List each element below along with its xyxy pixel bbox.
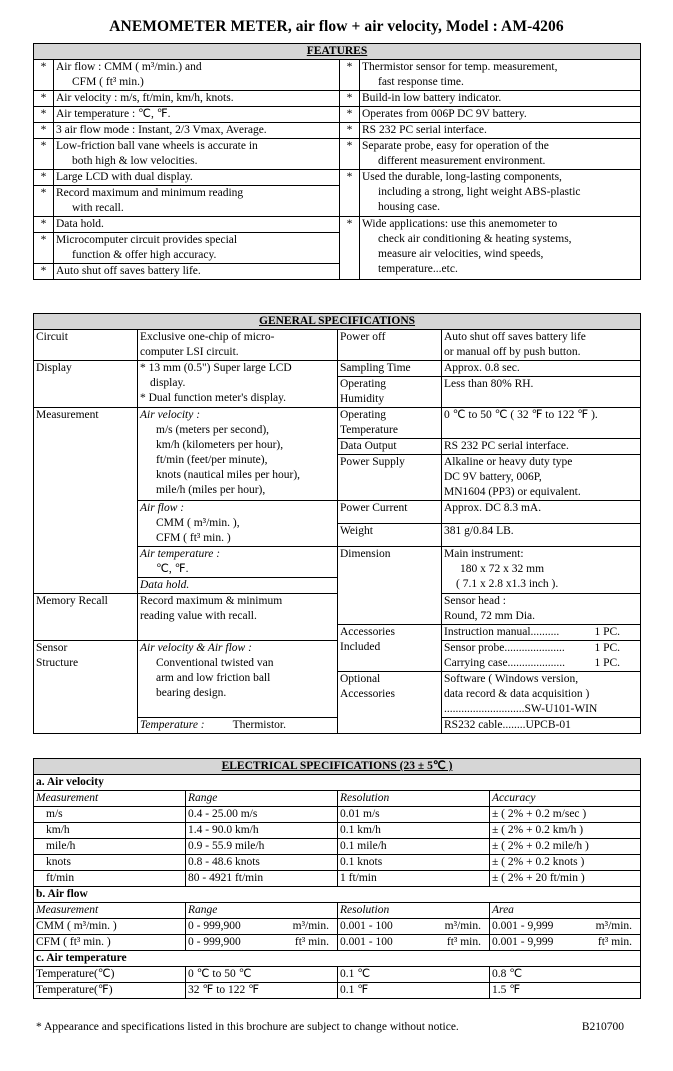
memory-label: Memory Recall xyxy=(34,594,138,641)
feature-item-right-0: Thermistor sensor for temp. measurement, fast response time. xyxy=(360,60,641,91)
table-cell: mile/h xyxy=(34,839,186,855)
table-cell: ± ( 2% + 20 ft/min ) xyxy=(490,871,641,887)
general-specifications-table xyxy=(33,313,641,734)
table-cell: knots xyxy=(34,855,186,871)
feature-item-left-7: Data hold. xyxy=(54,217,340,233)
features-row xyxy=(34,123,641,139)
power-current-label: Power Current xyxy=(338,501,442,524)
table-cell: 0.1 mile/h xyxy=(338,839,490,855)
table-cell: 0.4 - 25.00 m/s xyxy=(186,807,338,823)
circuit-label: Circuit xyxy=(34,330,138,361)
electrical-specifications-table xyxy=(33,758,641,999)
dimension-label: Dimension xyxy=(338,547,442,625)
data-output-label: Data Output xyxy=(338,439,442,455)
bullet: * xyxy=(340,139,360,170)
feature-item-right-2: Operates from 006P DC 9V battery. xyxy=(360,107,641,123)
bullet: * xyxy=(340,217,360,280)
table-cell: 1 ft/min xyxy=(338,871,490,887)
feature-item-left-9: Auto shut off saves battery life. xyxy=(54,264,340,280)
table-row xyxy=(34,967,641,983)
features-table xyxy=(33,43,641,280)
optemp-label: Operating Temperature xyxy=(338,408,442,439)
table-cell: 0.1 ℉ xyxy=(338,983,490,999)
weight-label: Weight xyxy=(338,524,442,547)
sampling-label: Sampling Time xyxy=(338,361,442,377)
table-row xyxy=(34,919,641,935)
weight-value: 381 g/0.84 LB. xyxy=(442,524,641,547)
features-row xyxy=(34,107,641,123)
bullet: * xyxy=(340,107,360,123)
features-row xyxy=(34,170,641,186)
table-row xyxy=(34,823,641,839)
document-code: B210700 xyxy=(581,1021,624,1033)
bullet: * xyxy=(34,233,54,264)
footer xyxy=(36,1021,624,1033)
bullet: * xyxy=(34,186,54,217)
air-flow-units: Air flow : CMM ( m³/min. ), CFM ( ft³ min. ) xyxy=(138,501,338,547)
table-cell: 0.001 - 9,999 xyxy=(490,919,578,935)
power-supply-label: Power Supply xyxy=(338,455,442,501)
table-cell: ft/min xyxy=(34,871,186,887)
column-header: Range xyxy=(186,791,338,807)
data-output-value: RS 232 PC serial interface. xyxy=(442,439,641,455)
electrical-heading: ELECTRICAL SPECIFICATIONS (23 ± 5℃ ) xyxy=(34,759,641,775)
table-cell: 0 - 999,900 xyxy=(186,935,274,951)
accessories-label: Accessories Included xyxy=(338,625,442,672)
power-current-value: Approx. DC 8.3 mA. xyxy=(442,501,641,524)
table-row xyxy=(34,983,641,999)
bullet: * xyxy=(340,91,360,107)
air-temperature-section-title: c. Air temperature xyxy=(34,951,641,967)
features-row xyxy=(34,91,641,107)
bullet: * xyxy=(34,139,54,170)
bullet: * xyxy=(34,60,54,91)
bullet: * xyxy=(340,170,360,217)
air-velocity-units: Air velocity : m/s (meters per second), km/h (kilometers per hour), ft/min (feet/per minute), knots (nautical miles per hour), mile/h (miles per hour), xyxy=(138,408,338,501)
optional-value: Software ( Windows version, data record & data acquisition ) ............................SW-U101-WIN xyxy=(442,672,641,718)
sensor-temp-value: Temperature : Thermistor. xyxy=(138,718,338,734)
feature-item-left-4: Low-friction ball vane wheels is accurate in both high & low velocities. xyxy=(54,139,340,170)
display-label: Display xyxy=(34,361,138,408)
features-heading: FEATURES xyxy=(34,44,641,60)
measurement-label: Measurement xyxy=(34,408,138,594)
memory-value: Record maximum & minimum reading value with recall. xyxy=(138,594,338,641)
table-cell: 0 ℃ to 50 ℃ xyxy=(186,967,338,983)
sensor-av-value: Air velocity & Air flow : Conventional twisted van arm and low friction ball bearing design. xyxy=(138,641,338,718)
table-cell: 32 ℉ to 122 ℉ xyxy=(186,983,338,999)
table-row xyxy=(34,855,641,871)
bullet: * xyxy=(340,60,360,91)
humidity-value: Less than 80% RH. xyxy=(442,377,641,408)
feature-item-left-3: 3 air flow mode : Instant, 2/3 Vmax, Average. xyxy=(54,123,340,139)
feature-item-right-3: RS 232 PC serial interface. xyxy=(360,123,641,139)
column-header: Measurement xyxy=(34,903,186,919)
accessories-item-0: Instruction manual.......... 1 PC. xyxy=(442,625,641,641)
table-cell: ft³ min. xyxy=(578,935,641,951)
page-title: ANEMOMETER METER, air flow + air velocity, Model : AM-4206 xyxy=(109,18,564,35)
power-off-label: Power off xyxy=(338,330,442,361)
table-cell: ± ( 2% + 0.2 km/h ) xyxy=(490,823,641,839)
table-cell: 0.01 m/s xyxy=(338,807,490,823)
features-row xyxy=(34,217,641,233)
feature-item-left-2: Air temperature : ℃, ℉. xyxy=(54,107,340,123)
footer-note: * Appearance and specifications listed in this brochure are subject to change without notice. xyxy=(36,1021,459,1033)
accessories-items: Sensor probe..................... 1 PC. Carrying case.................... 1 PC. xyxy=(442,641,641,672)
table-row xyxy=(34,871,641,887)
table-cell: 0.8 ℃ xyxy=(490,967,641,983)
feature-item-left-5: Large LCD with dual display. xyxy=(54,170,340,186)
table-cell: 0.001 - 100 xyxy=(338,935,426,951)
bullet: * xyxy=(34,217,54,233)
bullet: * xyxy=(34,91,54,107)
feature-item-right-1: Build-in low battery indicator. xyxy=(360,91,641,107)
optional-cable: RS232 cable........UPCB-01 xyxy=(442,718,641,734)
table-cell: ft³ min. xyxy=(426,935,490,951)
table-row xyxy=(34,935,641,951)
column-header: Resolution xyxy=(338,903,490,919)
table-cell: ± ( 2% + 0.2 mile/h ) xyxy=(490,839,641,855)
table-cell: 0.8 - 48.6 knots xyxy=(186,855,338,871)
column-header: Range xyxy=(186,903,338,919)
table-cell: m/s xyxy=(34,807,186,823)
table-row xyxy=(34,839,641,855)
column-header: Area xyxy=(490,903,641,919)
table-cell: CMM ( m³/min. ) xyxy=(34,919,186,935)
table-cell: 0.1 km/h xyxy=(338,823,490,839)
feature-item-left-0: Air flow : CMM ( m³/min.) and CFM ( ft³ min.) xyxy=(54,60,340,91)
optemp-value: 0 ℃ to 50 ℃ ( 32 ℉ to 122 ℉ ). xyxy=(442,408,641,439)
air-temp-units: Air temperature : ℃, ℉. Data hold. xyxy=(138,547,338,594)
table-cell: CFM ( ft³ min. ) xyxy=(34,935,186,951)
table-cell: km/h xyxy=(34,823,186,839)
sensor-label: Sensor Structure xyxy=(34,641,138,734)
table-cell: 80 - 4921 ft/min xyxy=(186,871,338,887)
circuit-value: Exclusive one-chip of micro- computer LSI circuit. xyxy=(138,330,338,361)
column-header: Accuracy xyxy=(490,791,641,807)
table-cell: 0.1 knots xyxy=(338,855,490,871)
feature-item-right-4: Separate probe, easy for operation of the different measurement environment. xyxy=(360,139,641,170)
table-cell: 0 - 999,900 xyxy=(186,919,274,935)
bullet: * xyxy=(34,123,54,139)
feature-item-left-8: Microcomputer circuit provides special function & offer high accuracy. xyxy=(54,233,340,264)
features-row xyxy=(34,60,641,91)
table-row xyxy=(34,807,641,823)
power-supply-value: Alkaline or heavy duty type DC 9V battery, 006P, MN1604 (PP3) or equivalent. xyxy=(442,455,641,501)
table-cell: m³/min. xyxy=(426,919,490,935)
table-cell: 0.1 ℃ xyxy=(338,967,490,983)
table-cell: 0.001 - 100 xyxy=(338,919,426,935)
sampling-value: Approx. 0.8 sec. xyxy=(442,361,641,377)
bullet: * xyxy=(340,123,360,139)
table-cell: ft³ min. xyxy=(274,935,338,951)
general-heading: GENERAL SPECIFICATIONS xyxy=(34,314,641,330)
display-value: * 13 mm (0.5") Super large LCD display. * Dual function meter's display. xyxy=(138,361,338,408)
table-cell: m³/min. xyxy=(578,919,641,935)
table-cell: m³/min. xyxy=(274,919,338,935)
feature-item-right-6: Wide applications: use this anemometer to check air conditioning & heating systems, measure air velocities, wind speeds, temperature...etc. xyxy=(360,217,641,280)
table-cell: 1.5 ℉ xyxy=(490,983,641,999)
column-header: Resolution xyxy=(338,791,490,807)
dimension-main: Main instrument: 180 x 72 x 32 mm ( 7.1 x 2.8 x1.3 inch ). xyxy=(442,547,641,594)
dimension-sensor: Sensor head : Round, 72 mm Dia. xyxy=(442,594,641,625)
humidity-label: Operating Humidity xyxy=(338,377,442,408)
column-header: Measurement xyxy=(34,791,186,807)
bullet: * xyxy=(34,264,54,280)
air-velocity-section-title: a. Air velocity xyxy=(34,775,641,791)
feature-item-left-6: Record maximum and minimum reading with recall. xyxy=(54,186,340,217)
table-cell: 0.9 - 55.9 mile/h xyxy=(186,839,338,855)
air-flow-section-title: b. Air flow xyxy=(34,887,641,903)
table-cell: 0.001 - 9,999 xyxy=(490,935,578,951)
features-row xyxy=(34,139,641,170)
table-cell: ± ( 2% + 0.2 knots ) xyxy=(490,855,641,871)
feature-item-left-1: Air velocity : m/s, ft/min, km/h, knots. xyxy=(54,91,340,107)
bullet: * xyxy=(34,170,54,186)
power-off-value: Auto shut off saves battery life or manual off by push button. xyxy=(442,330,641,361)
bullet: * xyxy=(34,107,54,123)
table-cell: 1.4 - 90.0 km/h xyxy=(186,823,338,839)
optional-label: Optional Accessories xyxy=(338,672,442,734)
feature-item-right-5: Used the durable, long-lasting components, including a strong, light weight ABS-plastic housing case. xyxy=(360,170,641,217)
table-cell: ± ( 2% + 0.2 m/sec ) xyxy=(490,807,641,823)
table-cell: Temperature(℃) xyxy=(34,967,186,983)
table-cell: Temperature(℉) xyxy=(34,983,186,999)
